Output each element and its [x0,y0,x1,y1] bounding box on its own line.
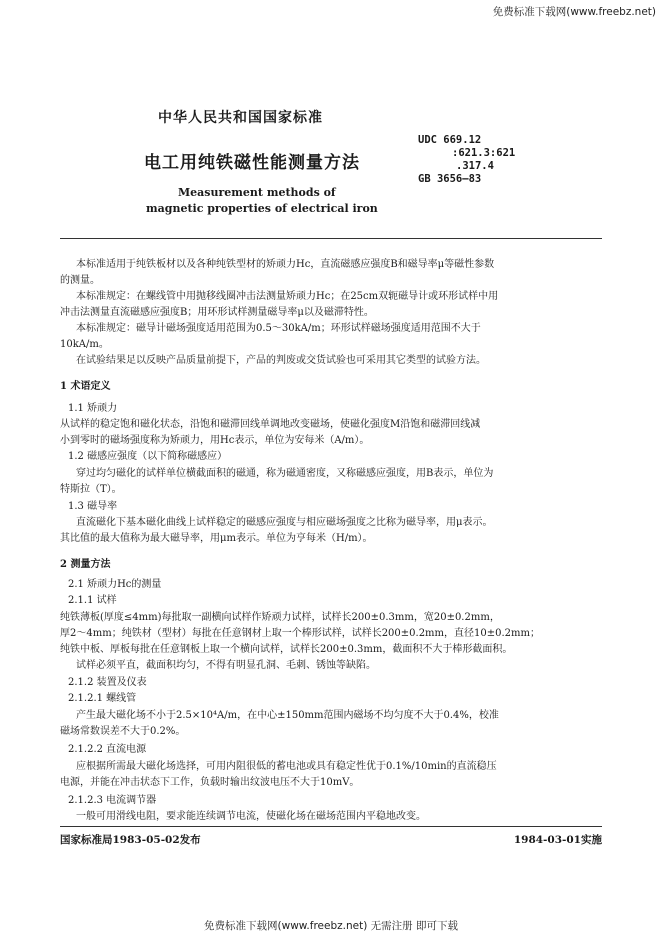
body-text-line: 纯铁中板、厚板每批在任意钢板上取一个横向试样，试样长200±0.3mm，截面积不大于棒形截面积。 [60,644,513,655]
body-text-line: 本标准规定：磁导计磁场强度适用范围为0.5～30kA/m；环形试样磁场强度适用范围不大于 [76,323,481,334]
subsection-heading: 2.1 矫顽力Hc的测量 [68,579,162,590]
footer-divider [60,826,602,827]
body-text-line: 冲击法测量直流磁感应强度B；用环形试样测量磁导率μ以及磁滞特性。 [60,307,374,318]
body-text-line: 特斯拉（T）。 [60,484,122,495]
udc-code-line-1: UDC 669.12 [418,134,482,146]
body-text-line: 在试验结果足以反映产品质量前提下，产品的判废或交货试验也可采用其它类型的试验方法。 [76,355,486,366]
body-text-line: 的测量。 [60,275,100,286]
body-text-line: 10kA/m。 [60,339,109,350]
watermark-bottom: 免费标准下载网(www.freebz.net) 无需注册 即可下载 [204,920,458,932]
body-text-line: 直流磁化下基本磁化曲线上试样稳定的磁感应强度与相应磁场强度之比称为磁导率，用μ表示。 [76,517,493,528]
subsection-heading: 2.1.1 试样 [68,595,117,606]
body-text-line: 其比值的最大值称为最大磁导率，用μm表示。单位为亨每米（H/m）。 [60,533,373,544]
subsection-heading: 1.1 矫顽力 [68,403,118,414]
english-title-line-2: magnetic properties of electrical iron [146,202,378,215]
body-text-line: 产生最大磁化场不小于2.5×10⁴A/m，在中心±150mm范围内磁场不均匀度不大于0.4%，校准 [76,710,499,721]
udc-code-line-2: :621.3:621 [452,147,516,159]
section-heading: 1 术语定义 [60,381,111,392]
body-text-line: 本标准规定：在螺线管中用抛移线圈冲击法测量矫顽力Hc；在25cm双轭磁导计或环形试样中用 [76,291,499,302]
udc-code-line-3: .317.4 [456,160,494,172]
body-text-line: 本标准适用于纯铁板材以及各种纯铁型材的矫顽力Hc，直流磁感应强度B和磁导率μ等磁性参数 [76,259,495,270]
body-text-line: 一般可用滑线电阻，要求能连续调节电流，使磁化场在磁场范围内平稳地改变。 [76,811,426,822]
body-text-line: 应根据所需最大磁化场选择，可用内阻很低的蓄电池或具有稳定性优于0.1%/10min的直流稳压 [76,761,497,772]
subsection-heading: 2.1.2.3 电流调节器 [68,795,157,806]
header-divider [60,238,602,239]
watermark-top: 免费标准下载网(www.freebz.net) [492,6,656,18]
body-text-line: 电源，并能在冲击状态下工作，负载时输出纹波电压不大于10mV。 [60,777,360,788]
effective-date: 1984-03-01实施 [513,834,602,846]
body-text-line: 纯铁薄板(厚度≤4mm)每批取一副横向试样作矫顽力试样，试样长200±0.3mm，宽20±0.2mm， [60,612,500,623]
subsection-heading: 2.1.2.1 螺线管 [68,693,137,704]
body-text-line: 厚2～4mm；纯铁材（型材）每批在任意钢材上取一个棒形试样，试样长200±0.2mm，直径10±0.2mm； [60,628,540,639]
subsection-heading: 2.1.2.2 直流电源 [68,744,147,755]
english-title-line-1: Measurement methods of [178,186,336,199]
body-text-line: 磁场常数误差不大于0.2%。 [60,726,186,737]
body-text-line: 小到零时的磁场强度称为矫顽力，用Hc表示，单位为安每米（A/m）。 [60,435,370,446]
page-title: 电工用纯铁磁性能测量方法 [144,153,360,173]
issue-date: 国家标准局1983-05-02发布 [60,834,201,846]
gb-code: GB 3656—83 [418,173,482,185]
subsection-heading: 1.2 磁感应强度（以下简称磁感应） [68,451,228,462]
body-text-line: 从试样的稳定饱和磁化状态，沿饱和磁滞回线单调地改变磁场，使磁化强度M沿饱和磁滞回线减 [60,419,481,430]
section-heading: 2 测量方法 [60,559,111,570]
subsection-heading: 1.3 磁导率 [68,501,118,512]
issuing-organization: 中华人民共和国国家标准 [158,110,323,126]
body-text-line: 试样必须平直，截面积均匀，不得有明显孔洞、毛刺、锈蚀等缺陷。 [76,660,376,671]
subsection-heading: 2.1.2 装置及仪表 [68,677,147,688]
body-text-line: 穿过均匀磁化的试样单位横截面积的磁通，称为磁通密度，又称磁感应强度，用B表示，单位为 [76,468,494,479]
